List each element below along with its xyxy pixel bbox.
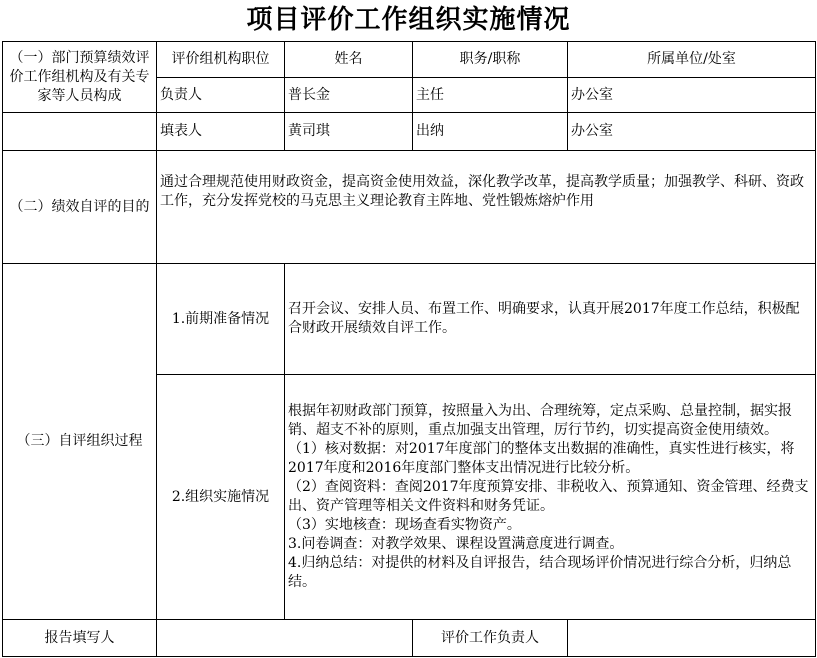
impl-paragraph: （2）查阅资料：查阅2017年度预算安排、非税收入、预算通知、资金管理、经费支出、资产管理等相关文件资料和财务凭证。: [288, 479, 809, 514]
evaluation-table: [2, 41, 816, 657]
purpose-row: [3, 151, 816, 264]
leader-label: 评价工作负责人: [413, 620, 568, 657]
header-position: 评价组机构职位: [157, 42, 285, 78]
row-name: 黄司琪: [285, 113, 413, 151]
impl-label: 2.组织实施情况: [157, 375, 285, 620]
impl-content: [285, 375, 816, 620]
impl-paragraph: （3）实地核查：现场查看实物资产。: [288, 517, 521, 533]
impl-paragraph: 根据年初财政部门预算，按照量入为出、合理统筹，定点采购、总量控制，据实报销、超支不补的原则，重点加强支出管理，厉行节约，切实提高资金使用绩效。: [288, 403, 792, 438]
purpose-content: 通过合理规范使用财政资金，提高资金使用效益，深化教学改革，提高教学质量；加强教学、科研、资政工作，充分发挥党校的马克思主义理论教育主阵地、党性锻炼熔炉作用: [157, 151, 816, 264]
reporter-label: 报告填写人: [3, 620, 157, 657]
empty-cell: [3, 113, 157, 151]
signature-row: [3, 620, 816, 657]
table-row: [3, 113, 816, 151]
header-title: 职务/职称: [413, 42, 568, 78]
header-unit: 所属单位/处室: [568, 42, 816, 78]
section3-label: （三）自评组织过程: [3, 264, 157, 620]
page-title: 项目评价工作组织实施情况: [246, 5, 571, 35]
prep-label: 1.前期准备情况: [157, 264, 285, 375]
row-title: 主任: [413, 78, 568, 113]
header-name: 姓名: [285, 42, 413, 78]
row-position: 填表人: [157, 113, 285, 151]
section2-label: （二）绩效自评的目的: [3, 151, 157, 264]
row-title: 出纳: [413, 113, 568, 151]
row-position: 负责人: [157, 78, 285, 113]
prep-content: 召开会议、安排人员、布置工作、明确要求，认真开展2017年度工作总结，积极配合财政开展绩效自评工作。: [285, 264, 816, 375]
impl-paragraph: 3.问卷调查：对教学效果、课程设置满意度进行调查。: [288, 536, 624, 552]
leader-value: [568, 620, 816, 657]
impl-paragraph: 4.归纳总结：对提供的材料及自评报告，结合现场评价情况进行综合分析，归纳总结。: [288, 555, 792, 590]
table-header-row: [3, 42, 816, 78]
row-unit: 办公室: [568, 113, 816, 151]
impl-paragraph: （1）核对数据：对2017年度部门的整体支出数据的准确性，真实性进行核实，将2017年度和2016年度部门整体支出情况进行比较分析。: [288, 441, 795, 476]
section1-label: （一）部门预算绩效评价工作组机构及有关专家等人员构成: [3, 42, 157, 113]
reporter-value: [157, 620, 413, 657]
row-name: 普长金: [285, 78, 413, 113]
row-unit: 办公室: [568, 78, 816, 113]
process-row: [3, 264, 816, 375]
